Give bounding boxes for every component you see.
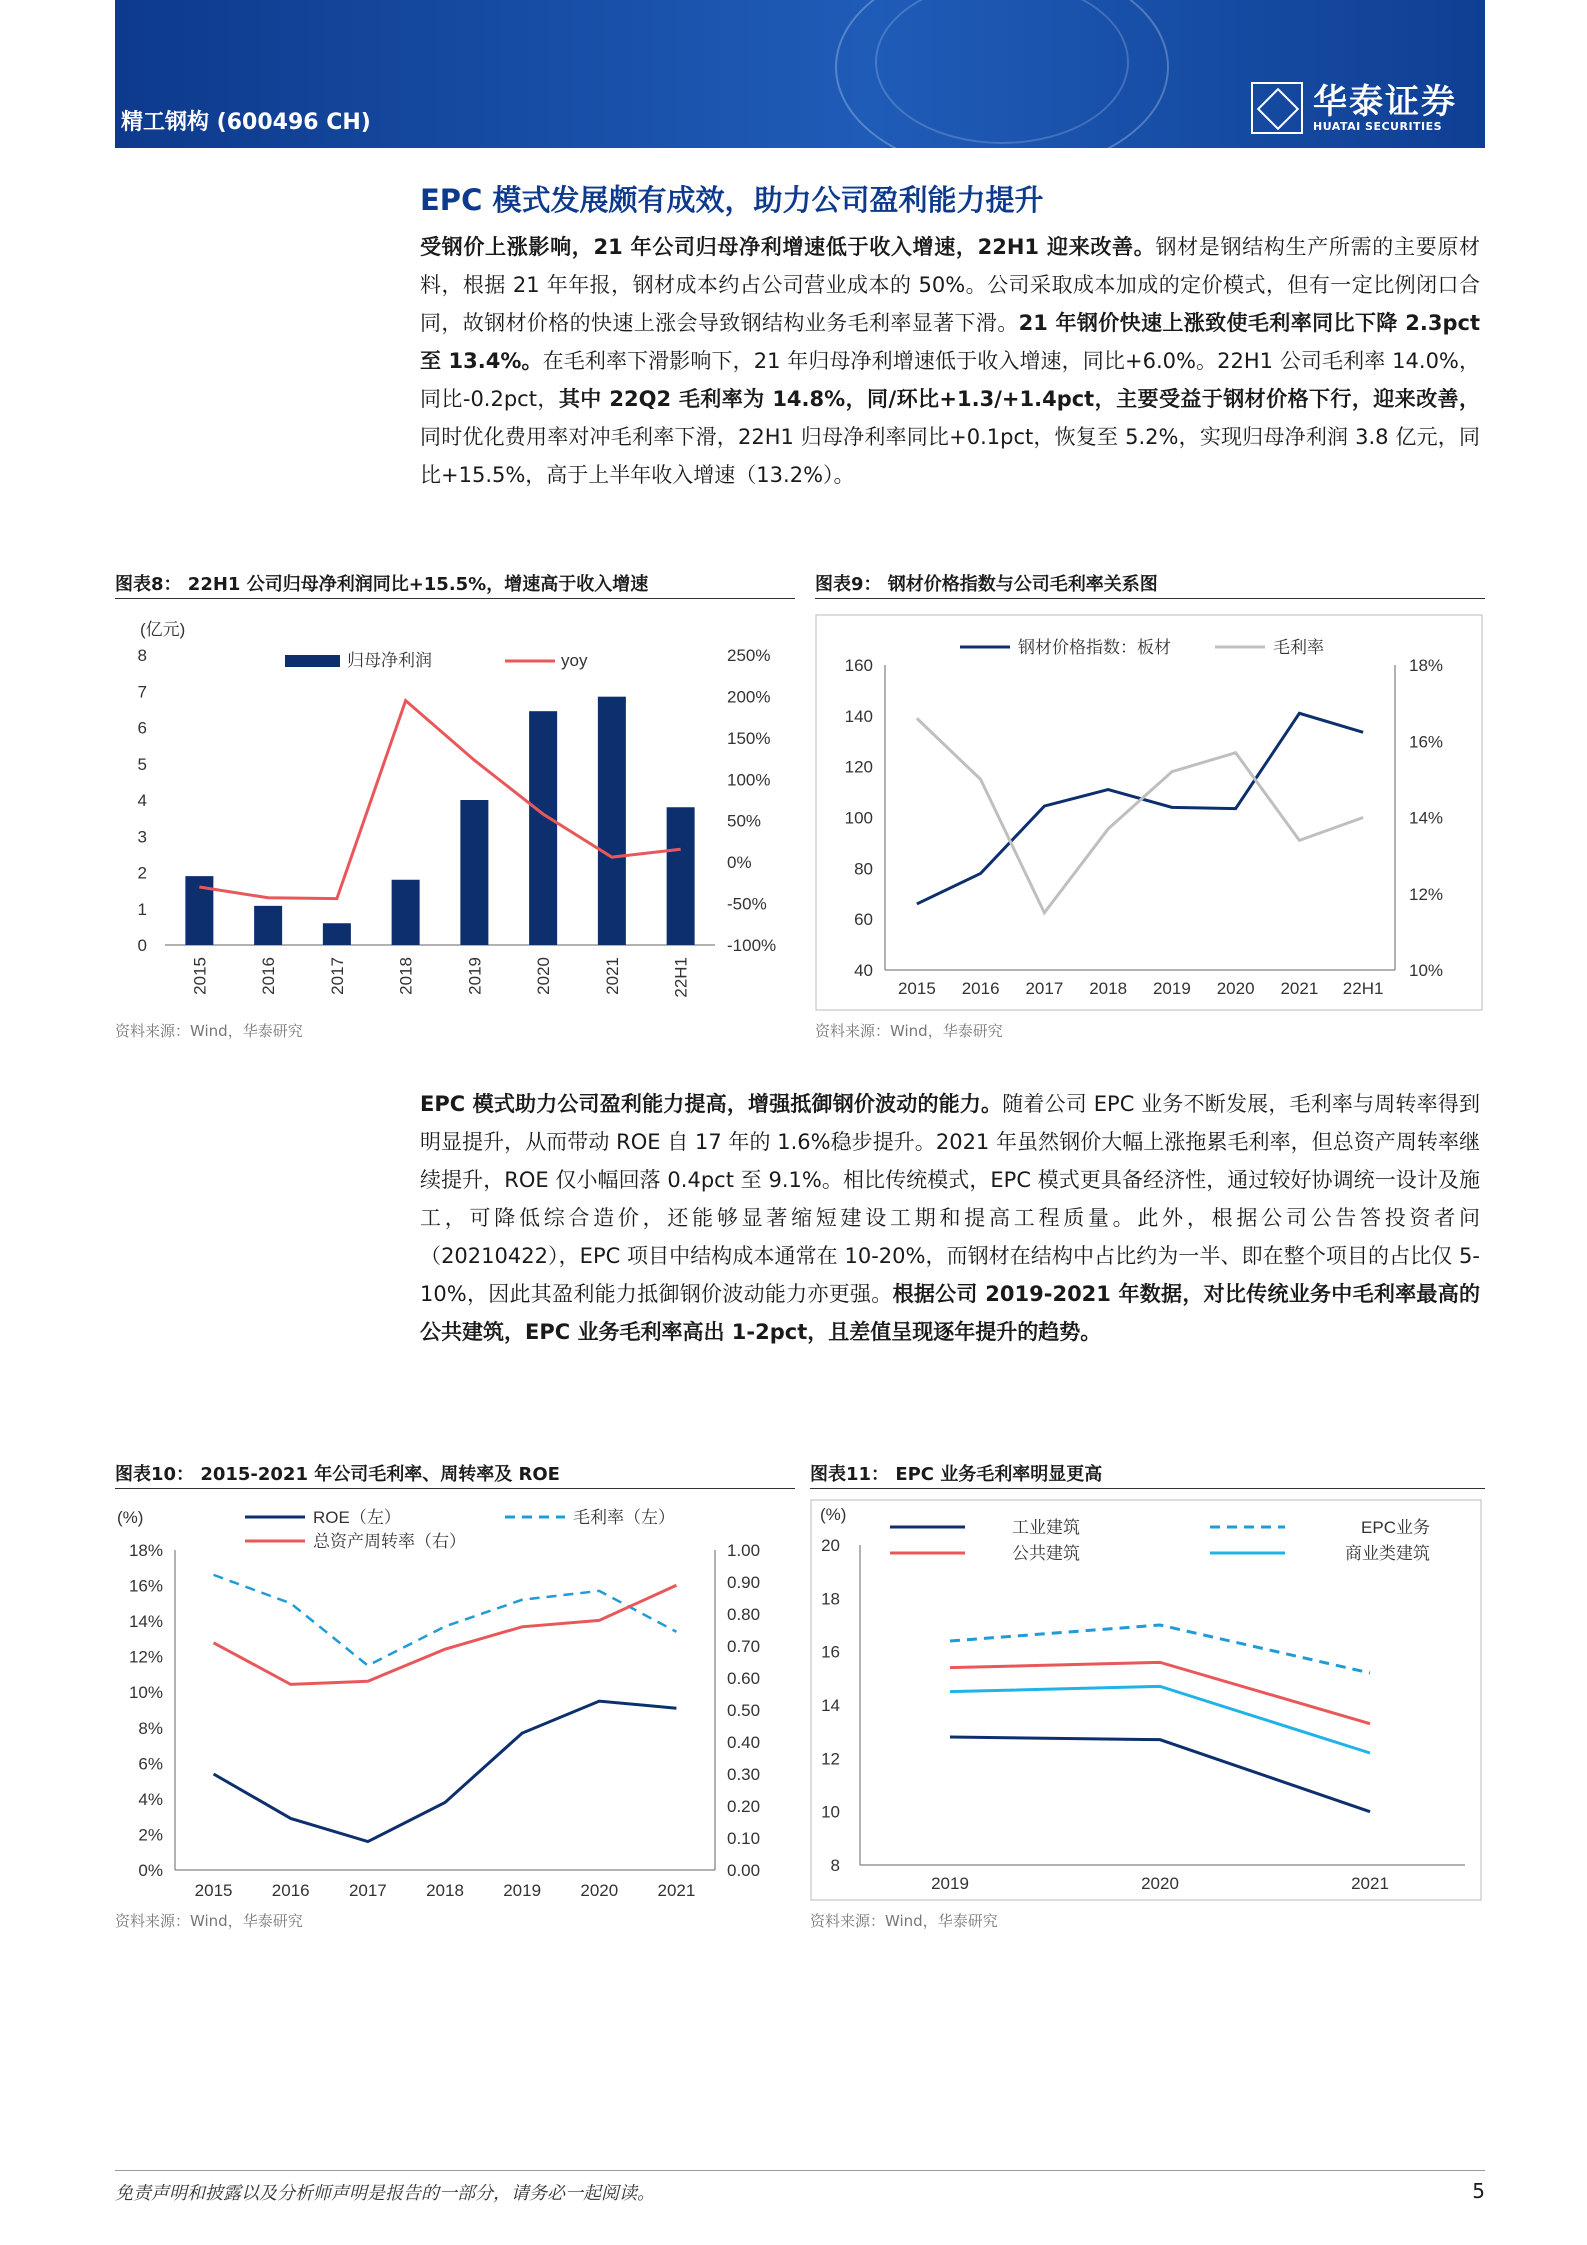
y-tick-label: 16%	[128, 1576, 163, 1596]
line-series-3	[950, 1686, 1370, 1753]
x-tick-label: 2020	[534, 957, 554, 995]
bar-2016	[254, 906, 282, 945]
y2-tick-label: 16%	[1409, 732, 1444, 752]
section-title: EPC 模式发展颇有成效，助力公司盈利能力提升	[420, 183, 1044, 217]
x-tick-label: 2020	[580, 1881, 619, 1900]
y-tick-label: 7	[137, 682, 147, 702]
legend-label: 毛利率（左）	[573, 1508, 675, 1527]
y-tick-label: 5	[137, 754, 147, 774]
header-banner	[115, 0, 1485, 148]
paragraph-run: 根据公司 2019-2021 年数据，对比传统业务中毛利率最高的公共建筑，EPC 业务毛利率高出 1-2pct，且差值呈现逐年提升的趋势。	[420, 1282, 1480, 1344]
legend-label: ROE（左）	[313, 1508, 401, 1527]
y2-tick-label: 14%	[1409, 808, 1444, 828]
legend-label: 总资产周转率（右）	[313, 1532, 466, 1551]
y2-tick-label: 0%	[727, 853, 752, 873]
line-series-1	[214, 1575, 677, 1666]
figure-8-source: 资料来源：Wind，华泰研究	[115, 1022, 303, 1040]
y-tick-label: 16	[821, 1642, 840, 1662]
legend-label: 工业建筑	[1012, 1518, 1080, 1537]
bar-2017	[323, 923, 351, 945]
legend-label: 毛利率	[1273, 638, 1324, 657]
legend-label-line: yoy	[561, 651, 588, 670]
x-tick-label: 2018	[426, 1881, 464, 1900]
figure-11-chart	[810, 1495, 1485, 1905]
figure-10-title: 图表10： 2015-2021 年公司毛利率、周转率及 ROE	[115, 1460, 795, 1489]
legend-label-bar: 归母净利润	[347, 651, 432, 670]
y2-tick-label: 250%	[727, 646, 771, 665]
bar-2015	[185, 876, 213, 945]
paragraph-run: 在毛利率下滑影响下，21 年归母净利增速低于收入增速，同比+6.0%。22H1 公司毛利率 14.0%，同比-0.2pct，	[420, 349, 1480, 411]
stock-name: 精工钢构 (600496 CH)	[121, 110, 371, 135]
y-tick-label: 4%	[138, 1789, 163, 1809]
y-tick-label: 10%	[128, 1683, 163, 1703]
y2-tick-label: 0.30	[727, 1765, 761, 1784]
page-number: 5	[1472, 2179, 1485, 2203]
y-tick-label: 8%	[138, 1718, 163, 1738]
y2-tick-label: 0.40	[727, 1733, 761, 1752]
footer-disclaimer: 免责声明和披露以及分析师声明是报告的一部分，请务必一起阅读。	[115, 2183, 655, 2204]
figure-9-title: 图表9： 钢材价格指数与公司毛利率关系图	[815, 570, 1485, 599]
y-tick-label: 2%	[138, 1825, 163, 1845]
bar-22H1	[667, 807, 695, 945]
y-tick-label: 0%	[138, 1861, 163, 1880]
y-axis-unit: (%)	[820, 1505, 847, 1524]
x-tick-label: 2019	[465, 957, 485, 995]
paragraph-run: 21 年钢价快速上涨致使毛利率同比下降 2.3pct 至 13.4%。	[420, 311, 1480, 373]
y2-tick-label: 0.00	[727, 1861, 761, 1880]
y-tick-label: 60	[854, 910, 873, 930]
line-series-1	[917, 718, 1363, 912]
y-tick-label: 4	[137, 791, 147, 810]
y2-tick-label: 0.10	[727, 1829, 761, 1848]
y2-tick-label: 18%	[1409, 656, 1444, 675]
y-tick-label: 160	[844, 656, 873, 675]
y-tick-label: 12%	[128, 1647, 163, 1667]
x-tick-label: 22H1	[671, 957, 691, 998]
x-tick-label: 22H1	[1342, 979, 1384, 998]
x-tick-label: 2015	[190, 957, 210, 995]
x-tick-label: 2017	[1025, 979, 1064, 998]
x-tick-label: 2021	[1351, 1874, 1389, 1893]
line-series-0	[950, 1737, 1370, 1812]
y2-tick-label: 0.90	[727, 1573, 761, 1592]
line-series-0	[917, 713, 1363, 904]
y-axis-unit: (亿元)	[140, 620, 186, 639]
y-tick-label: 120	[844, 757, 873, 777]
figure-10-source: 资料来源：Wind，华泰研究	[115, 1912, 303, 1930]
y-tick-label: 20	[821, 1536, 840, 1555]
y-tick-label: 14	[821, 1696, 840, 1715]
y2-tick-label: 10%	[1409, 961, 1444, 980]
y2-tick-label: 1.00	[727, 1541, 761, 1560]
logo-mark-icon	[1251, 82, 1303, 134]
bar-2018	[392, 880, 420, 945]
y-tick-label: 10	[821, 1802, 840, 1822]
x-tick-label: 2019	[503, 1881, 542, 1900]
y2-tick-label: 0.20	[727, 1797, 761, 1816]
paragraph-run: 同时优化费用率对冲毛利率下滑，22H1 归母净利率同比+0.1pct，恢复至 5.2%，实现归母净利润 3.8 亿元，同比+15.5%，高于上半年收入增速（13.2%）。	[420, 425, 1480, 487]
figure-8-chart	[115, 605, 795, 1005]
y2-tick-label: 0.70	[727, 1637, 761, 1656]
x-tick-label: 2016	[961, 979, 1000, 998]
paragraph-run: 其中 22Q2 毛利率为 14.8%，同/环比+1.3/+1.4pct，主要受益于钢材价格下行，迎来改善，	[558, 387, 1480, 411]
y-tick-label: 14%	[128, 1612, 163, 1632]
bar-2019	[460, 800, 488, 945]
figure-9-source: 资料来源：Wind，华泰研究	[815, 1022, 1003, 1040]
bar-2021	[598, 697, 626, 945]
y-tick-label: 2	[137, 863, 147, 883]
figure-10-chart	[115, 1495, 795, 1905]
y2-tick-label: 0.60	[727, 1669, 761, 1688]
x-tick-label: 2018	[396, 957, 416, 995]
figure-11-title: 图表11： EPC 业务毛利率明显更高	[810, 1460, 1485, 1489]
x-tick-label: 2021	[657, 1881, 696, 1900]
y-tick-label: 1	[137, 899, 147, 919]
paragraph-gross-margin	[420, 228, 1480, 494]
y2-tick-label: -100%	[727, 936, 777, 955]
legend-label: 公共建筑	[1012, 1544, 1080, 1563]
figure-9-chart	[815, 605, 1485, 1015]
paragraph-epc	[420, 1085, 1480, 1351]
x-tick-label: 2019	[931, 1874, 969, 1893]
paragraph-run: 受钢价上涨影响，21 年公司归母净利增速低于收入增速，22H1 迎来改善。	[420, 235, 1156, 259]
y-tick-label: 0	[137, 936, 147, 955]
y-tick-label: 3	[137, 827, 147, 847]
figure-8-title: 图表8： 22H1 公司归母净利润同比+15.5%，增速高于收入增速	[115, 570, 795, 599]
y-tick-label: 12	[821, 1749, 840, 1769]
x-tick-label: 2017	[327, 957, 347, 995]
y2-tick-label: 150%	[727, 728, 771, 748]
y-tick-label: 6	[137, 718, 147, 738]
y-tick-label: 18%	[128, 1541, 163, 1560]
paragraph-run: 钢材是钢结构生产所需的主要原材料，根据 21 年年报，钢材成本约占公司营业成本的 50%。公司采取成本加成的定价模式，但有一定比例闭口合同，故钢材价格的快速上涨会导致钢结构业务毛利率显著下滑。	[420, 235, 1480, 335]
y2-tick-label: 100%	[727, 770, 771, 790]
y-axis-unit: (%)	[117, 1508, 144, 1527]
paragraph-run: 随着公司 EPC 业务不断发展，毛利率与周转率得到明显提升，从而带动 ROE 自 17 年的 1.6%稳步提升。2021 年虽然钢价大幅上涨拖累毛利率，但总资产周转率继续提升，ROE 仅小幅回落 0.4pct 至 9.1%。相比传统模式，EPC 模式更具备经济性，通过较好协调统一设计及施工，可降低综合造价，还能够显著缩短建设工期和提高工程质量。此外，根据公司公告答投资者问（20210422），EPC 项目中结构成本通常在 10-20%，而钢材在结构中占比约为一半、即在整个项目的占比仅 5-10%，因此其盈利能力抵御钢价波动能力亦更强。	[420, 1092, 1480, 1306]
y-tick-label: 8	[830, 1856, 840, 1875]
logo-text-cn: 华泰证券	[1313, 81, 1457, 122]
logo-text-en: HUATAI SECURITIES	[1313, 119, 1443, 133]
legend-swatch-bar	[285, 655, 340, 667]
y-tick-label: 8	[137, 646, 147, 665]
legend-label: 商业类建筑	[1345, 1544, 1430, 1563]
legend-label: EPC业务	[1361, 1518, 1430, 1537]
y2-tick-label: 0.80	[727, 1605, 761, 1624]
y2-tick-label: 0.50	[727, 1701, 761, 1720]
y-tick-label: 40	[854, 961, 873, 980]
line-series-2	[950, 1662, 1370, 1723]
chart-frame	[816, 615, 1482, 1010]
figure-11-source: 资料来源：Wind，华泰研究	[810, 1912, 998, 1930]
y-tick-label: 6%	[138, 1754, 163, 1774]
paragraph-run: EPC 模式助力公司盈利能力提高，增强抵御钢价波动的能力。	[420, 1092, 1003, 1116]
x-tick-label: 2018	[1089, 979, 1128, 998]
y-tick-label: 100	[844, 808, 873, 828]
y2-tick-label: 12%	[1409, 884, 1444, 904]
x-tick-label: 2016	[259, 957, 279, 995]
y-tick-label: 140	[844, 706, 873, 726]
y-tick-label: 80	[854, 859, 873, 879]
x-tick-label: 2017	[348, 1881, 387, 1900]
y2-tick-label: -50%	[727, 894, 767, 914]
x-tick-label: 2015	[897, 979, 936, 998]
y2-tick-label: 200%	[727, 687, 771, 707]
x-tick-label: 2016	[271, 1881, 310, 1900]
page-footer	[115, 2170, 1485, 2204]
x-tick-label: 2020	[1141, 1874, 1179, 1893]
line-series-0	[214, 1701, 677, 1841]
x-tick-label: 2021	[602, 957, 622, 995]
y2-tick-label: 50%	[727, 811, 762, 831]
x-tick-label: 2021	[1280, 979, 1319, 998]
x-tick-label: 2020	[1216, 979, 1255, 998]
legend-label: 钢材价格指数：板材	[1018, 638, 1171, 657]
x-tick-label: 2019	[1152, 979, 1191, 998]
huatai-logo	[1251, 82, 1457, 134]
bar-2020	[529, 711, 557, 945]
y-tick-label: 18	[821, 1589, 840, 1609]
x-tick-label: 2015	[194, 1881, 233, 1900]
